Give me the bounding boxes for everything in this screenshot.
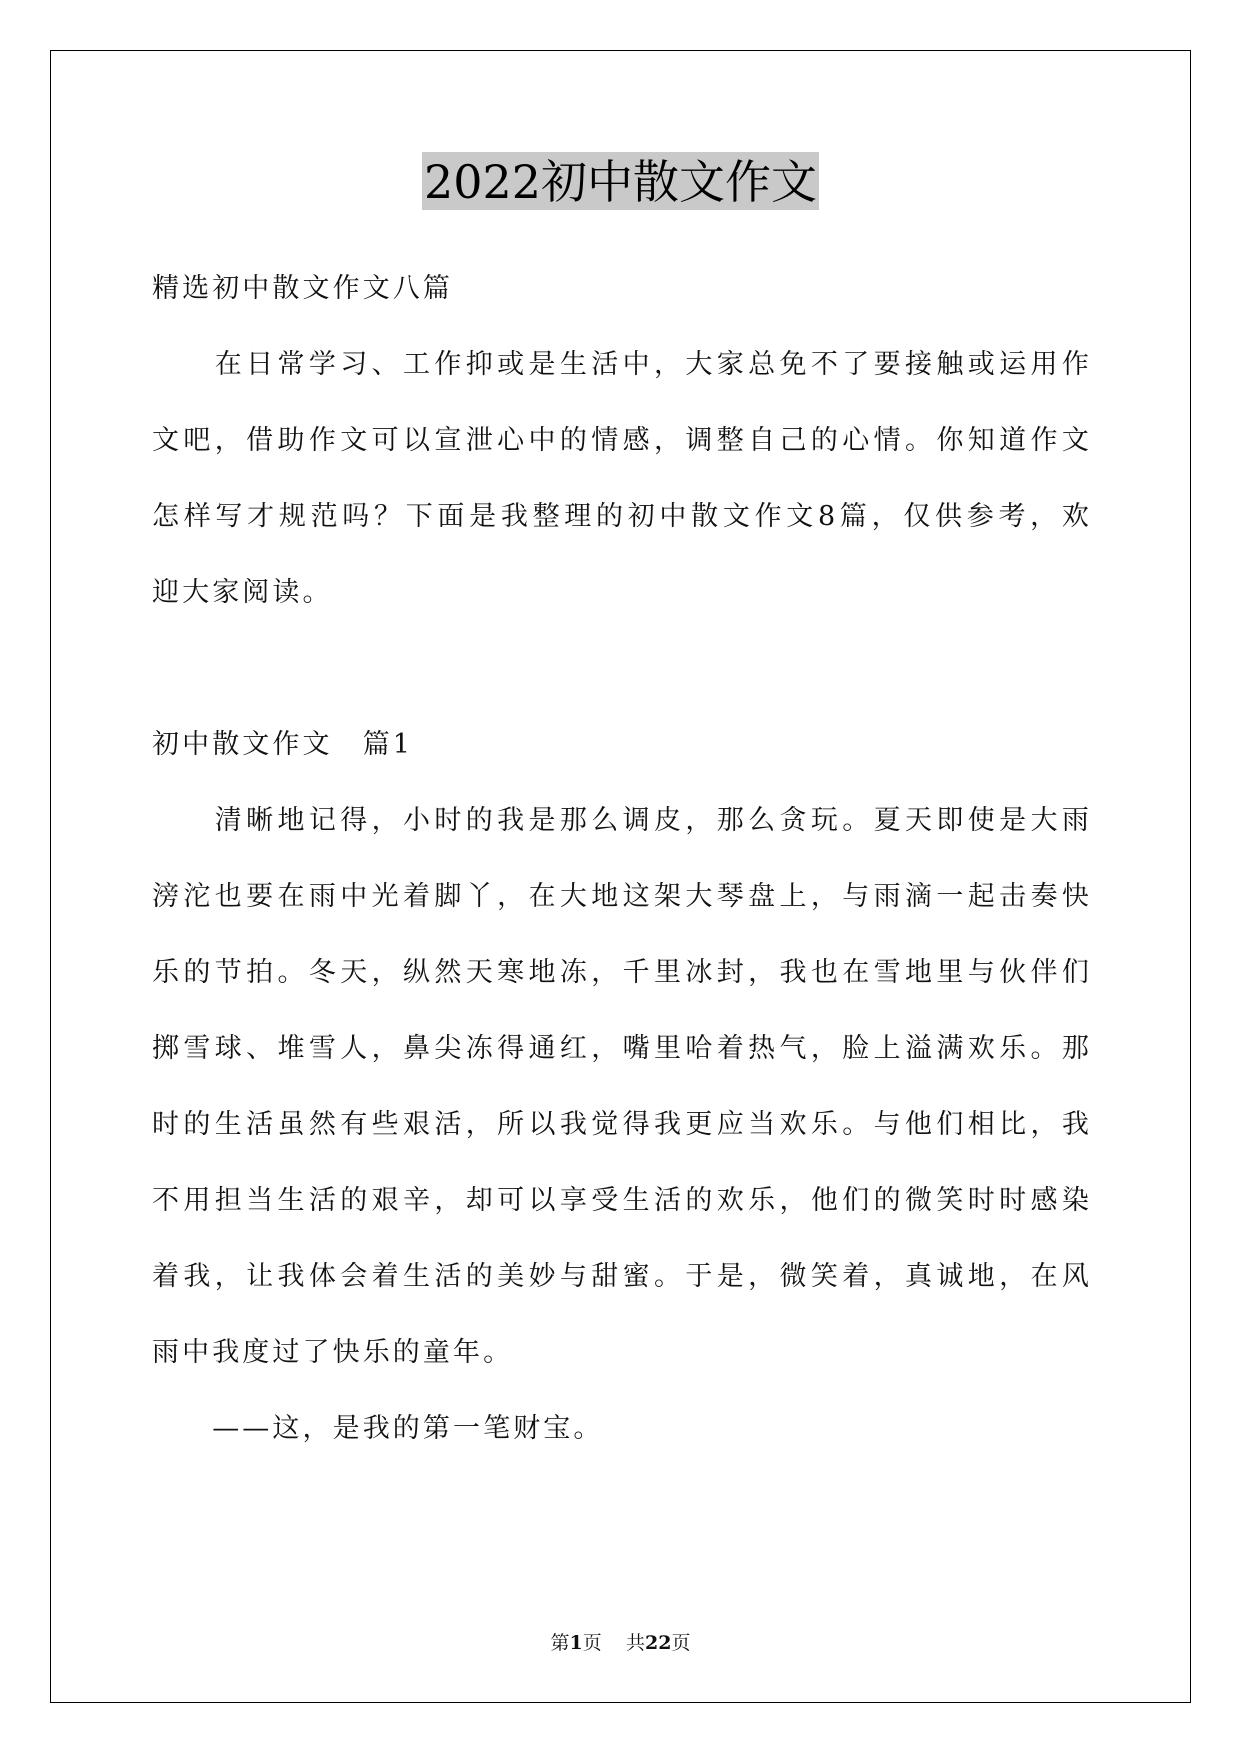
subtitle: 精选初中散文作文八篇 <box>152 273 453 304</box>
section-heading: 初中散文作文 篇1 <box>152 729 414 760</box>
document-body <box>152 270 1092 1486</box>
footer-page-number: 1 <box>569 1632 583 1654</box>
footer-page-suffix: 页 <box>582 1632 602 1654</box>
body-line: 滂沱也要在雨中光着脚丫，在大地这架大琴盘上，与雨滴一起击奏快 <box>152 881 1092 912</box>
blank-line <box>152 650 1092 726</box>
section-closing-line: ——这，是我的第一笔财宝。 <box>152 1413 604 1444</box>
body-line: 掷雪球、堆雪人，鼻尖冻得通红，嘴里哈着热气，脸上溢满欢乐。那 <box>152 1033 1092 1064</box>
footer-total-prefix: 共 <box>625 1632 645 1654</box>
intro-line: 文吧，借助作文可以宣泄心中的情感，调整自己的心情。你知道作文 <box>152 425 1092 456</box>
page-footer <box>0 1628 1241 1655</box>
intro-line: 怎样写才规范吗？下面是我整理的初中散文作文8篇，仅供参考，欢 <box>152 501 1092 532</box>
body-line: 时的生活虽然有些艰活，所以我觉得我更应当欢乐。与他们相比，我 <box>152 1109 1092 1140</box>
intro-line: 在日常学习、工作抑或是生活中，大家总免不了要接触或运用作 <box>152 349 1092 380</box>
body-line: 清晰地记得，小时的我是那么调皮，那么贪玩。夏天即使是大雨 <box>152 805 1092 836</box>
body-line: 乐的节拍。冬天，纵然天寒地冻，千里冰封，我也在雪地里与伙伴们 <box>152 957 1092 988</box>
section1-paragraph <box>152 802 1092 1410</box>
body-line: 不用担当生活的艰辛，却可以享受生活的欢乐，他们的微笑时时感染 <box>152 1185 1092 1216</box>
footer-total-suffix: 页 <box>671 1632 691 1654</box>
body-line: 雨中我度过了快乐的童年。 <box>152 1337 514 1368</box>
footer-prefix: 第 <box>550 1632 570 1654</box>
footer-total-pages: 22 <box>644 1632 672 1654</box>
body-line: 着我，让我体会着生活的美妙与甜蜜。于是，微笑着，真诚地，在风 <box>152 1261 1092 1292</box>
title-container <box>0 152 1241 210</box>
document-title: 2022初中散文作文 <box>422 152 819 210</box>
intro-line: 迎大家阅读。 <box>152 577 333 608</box>
intro-paragraph <box>152 346 1092 650</box>
